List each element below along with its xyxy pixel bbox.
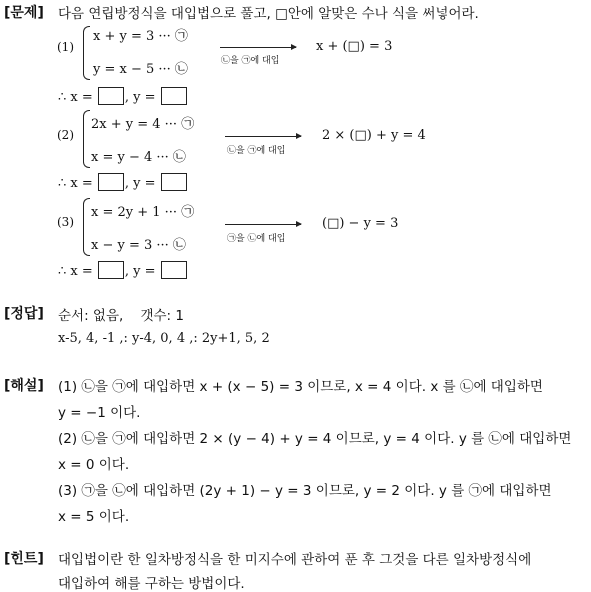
- hint-line2: 대입하여 해를 구하는 방법이다.: [58, 576, 245, 592]
- explanation-line3: (2) ㉡을 ㉠에 대입하면 2 × (y − 4) + y = 4 이므로, y = 4 이다. y 를 ㉡에 대입하면: [58, 431, 572, 447]
- explanation-line4: x = 0 이다.: [58, 457, 130, 473]
- item3-number: (3): [57, 215, 74, 229]
- item3-answer-x-box[interactable]: [98, 261, 124, 279]
- item3-arrow-label: ㉠을 ㉡에 대입: [227, 234, 286, 244]
- item1-arrow: [220, 47, 296, 48]
- item2-answer-line: [58, 173, 188, 191]
- answer-tag: [정답]: [4, 306, 44, 322]
- item2-answer-y-box[interactable]: [161, 173, 187, 191]
- item1-brace: [83, 26, 90, 80]
- answer-line1: 순서: 없음, 갯수: 1: [58, 308, 184, 324]
- hint-tag: [힌트]: [4, 551, 44, 567]
- item2-eq2: x = y − 4 ··· ㉡: [91, 150, 186, 165]
- item1-answer-y-box[interactable]: [161, 87, 187, 105]
- item3-eq2: x − y = 3 ··· ㉡: [91, 238, 186, 253]
- item3-answer-line: [58, 261, 188, 279]
- item2-result: 2 × (□) + y = 4: [322, 128, 426, 143]
- item3-answer-y-label: , y =: [124, 264, 156, 279]
- answer-line2: x-5, 4, -1 ,: y-4, 0, 4 ,: 2y+1, 5, 2: [58, 331, 270, 346]
- item2-arrow-label: ㉡을 ㉠에 대입: [227, 146, 286, 156]
- item2-answer-y-label: , y =: [124, 176, 156, 191]
- item1-number: (1): [57, 40, 74, 54]
- item1-answer-x-label: ∴ x =: [58, 90, 93, 105]
- problem-instruction: 다음 연립방정식을 대입법으로 풀고, □안에 알맞은 수나 식을 써넣어라.: [58, 6, 479, 22]
- item2-answer-x-box[interactable]: [98, 173, 124, 191]
- hint-line1: 대입법이란 한 일차방정식을 한 미지수에 관하여 푼 후 그것을 다른 일차방정식에: [58, 552, 532, 568]
- item1-answer-line: [58, 87, 188, 105]
- item2-answer-x-label: ∴ x =: [58, 176, 93, 191]
- explanation-line6: x = 5 이다.: [58, 509, 130, 525]
- item1-result: x + (□) = 3: [316, 39, 393, 54]
- item3-brace: [83, 198, 90, 256]
- explanation-line5: (3) ㉠을 ㉡에 대입하면 (2y + 1) − y = 3 이므로, y = 2 이다. y 를 ㉠에 대입하면: [58, 483, 552, 499]
- item1-arrow-label: ㉡을 ㉠에 대입: [221, 56, 280, 66]
- item2-number: (2): [57, 128, 74, 142]
- problem-tag: [문제]: [4, 5, 44, 21]
- item3-answer-x-label: ∴ x =: [58, 264, 93, 279]
- item2-arrow: [225, 136, 301, 137]
- item1-answer-y-label: , y =: [124, 90, 156, 105]
- item3-eq1: x = 2y + 1 ··· ㉠: [91, 205, 195, 220]
- item1-eq2: y = x − 5 ··· ㉡: [93, 62, 188, 77]
- explanation-line2: y = −1 이다.: [58, 405, 141, 421]
- item3-answer-y-box[interactable]: [161, 261, 187, 279]
- item3-arrow: [225, 224, 301, 225]
- item1-eq1: x + y = 3 ··· ㉠: [93, 29, 188, 44]
- item3-result: (□) − y = 3: [322, 216, 399, 231]
- item2-eq1: 2x + y = 4 ··· ㉠: [91, 117, 195, 132]
- item2-brace: [83, 110, 90, 168]
- explanation-tag: [해설]: [4, 378, 44, 394]
- item1-answer-x-box[interactable]: [98, 87, 124, 105]
- explanation-line1: (1) ㉡을 ㉠에 대입하면 x + (x − 5) = 3 이므로, x = 4 이다. x 를 ㉡에 대입하면: [58, 379, 543, 395]
